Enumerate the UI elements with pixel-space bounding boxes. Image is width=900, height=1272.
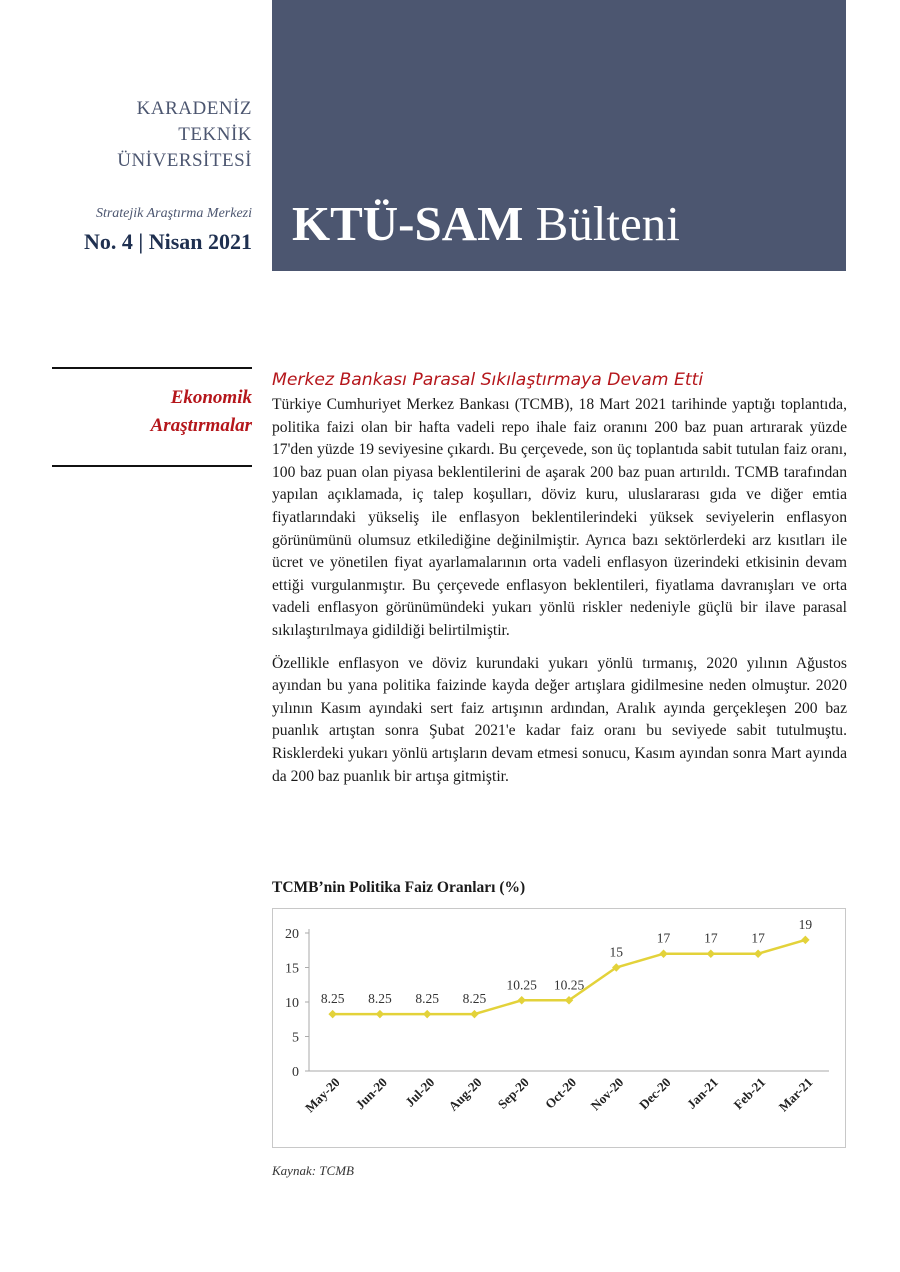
data-label: 17 bbox=[656, 930, 671, 946]
section-label-line: Araştırmalar bbox=[150, 415, 252, 436]
data-point bbox=[754, 949, 762, 957]
research-center-name: Stratejik Araştırma Merkezi bbox=[95, 206, 252, 221]
university-name bbox=[117, 96, 252, 174]
x-tick-label: May-20 bbox=[302, 1074, 343, 1116]
data-label: 10.25 bbox=[506, 977, 537, 993]
x-tick-label: Oct-20 bbox=[541, 1074, 580, 1112]
data-point bbox=[801, 936, 809, 944]
data-label: 8.25 bbox=[368, 991, 392, 1007]
article-paragraph: Özellikle enflasyon ve döviz kurundaki yukarı yönlü tırmanış, 2020 yılının Ağustos ayından bu yana politika faizinde kayda değer artışlara gidilmesine neden olmuştur. 2020 yılının Kasım ayındaki sert faiz artışının ardından, Aralık ayında gerçekleşen 200 baz puanlık artıştan sonra Şubat 2021'e kadar faiz oranı bu seviyede sabit tutulmuştu. Risklerdeki yukarı yönlü artışların devam etmesi sonucu, Kasım ayından sonra Mart ayında da 200 baz puanlık bir artışa gitmiştir. bbox=[272, 654, 847, 785]
data-label: 17 bbox=[704, 930, 718, 946]
section-rule-bottom bbox=[52, 465, 252, 467]
x-tick-label: Aug-20 bbox=[445, 1074, 485, 1114]
data-label: 15 bbox=[609, 944, 624, 960]
x-tick-label: Mar-21 bbox=[775, 1074, 816, 1115]
chart-frame bbox=[272, 908, 846, 1148]
data-point bbox=[470, 1010, 478, 1018]
data-label: 8.25 bbox=[415, 991, 439, 1007]
data-point bbox=[328, 1010, 336, 1018]
bulletin-title bbox=[292, 196, 680, 252]
x-tick-label: Dec-20 bbox=[636, 1074, 674, 1113]
policy-rate-series bbox=[321, 917, 813, 1018]
data-point bbox=[659, 949, 667, 957]
policy-rate-chart bbox=[273, 909, 845, 1147]
x-tick-label: Jun-20 bbox=[352, 1074, 391, 1113]
article bbox=[272, 368, 847, 798]
y-tick-label: 10 bbox=[285, 996, 299, 1011]
data-label: 19 bbox=[798, 916, 813, 932]
data-point bbox=[707, 949, 715, 957]
x-tick-label: Sep-20 bbox=[494, 1074, 532, 1112]
data-label: 10.25 bbox=[553, 977, 585, 993]
article-paragraph: Türkiye Cumhuriyet Merkez Bankası (TCMB), 18 Mart 2021 tarihinde yaptığı toplantıda, politika faizi olan bir hafta vadeli repo ihale faiz oranını 200 baz puan artırarak yüzde 17'den yüzde 19 seviyesine çıkardı. Bu çerçevede, son üç toplantıda sabit tutulan faiz oranı, 100 baz puan olan piyasa beklentilerini de aşarak 200 baz puan artırıldı. TCMB tarafından yapılan açıklamada, iç talep koşulları, döviz kuru, uluslararası gıda ve diğer emtia fiyatlarındaki yükseliş ile enflasyon beklentilerindeki yüksek seviyelerin enflasyon görünümünü olumsuz etkilediğine değinilmiştir. Ayrıca bazı sektörlerdeki arz kısıtları ile ücret ve yönetilen fiyat ayarlamalarının orta vadeli enflasyon üzerindeki etkisinin devam ettiği vurgulanmıştır. Bu çerçevede enflasyon beklentileri, fiyatlama davranışları ve orta vadeli enflasyon görünümündeki yukarı yönlü riskler nedeniyle güçlü bir ilave parasal sıkılaştırılmaya gidildiği belirtilmiştir. bbox=[272, 396, 847, 639]
university-line: TEKNİK bbox=[178, 124, 252, 145]
x-tick-label: Jan-21 bbox=[683, 1074, 721, 1112]
bulletin-title-bold: KTÜ-SAM bbox=[292, 196, 524, 251]
y-tick-label: 5 bbox=[292, 1030, 299, 1046]
data-point bbox=[423, 1010, 431, 1018]
y-tick-label: 0 bbox=[292, 1065, 299, 1080]
x-tick-label: Nov-20 bbox=[587, 1074, 627, 1114]
data-label: 8.25 bbox=[462, 991, 487, 1007]
article-title: Merkez Bankası Parasal Sıkılaştırmaya Devam Etti bbox=[272, 370, 704, 390]
header-banner bbox=[272, 0, 846, 271]
chart-caption: TCMB’nin Politika Faiz Oranları (%) bbox=[272, 879, 526, 896]
issue-number: No. 4 | Nisan 2021 bbox=[83, 229, 252, 254]
bulletin-title-rest: Bülteni bbox=[523, 196, 680, 251]
x-tick-label: Feb-21 bbox=[730, 1074, 769, 1113]
section-label-line: Ekonomik bbox=[170, 387, 252, 408]
university-line: KARADENİZ bbox=[136, 98, 252, 119]
data-label: 8.25 bbox=[320, 991, 345, 1007]
data-label: 17 bbox=[751, 930, 765, 946]
y-tick-label: 15 bbox=[285, 961, 299, 977]
chart-source: Kaynak: TCMB bbox=[272, 1163, 354, 1178]
university-line: ÜNİVERSİTESİ bbox=[117, 150, 252, 171]
y-axis bbox=[285, 927, 309, 1080]
x-tick-label: Jul-20 bbox=[402, 1074, 438, 1110]
section-rule-top bbox=[52, 367, 252, 369]
data-point bbox=[376, 1010, 384, 1018]
data-point bbox=[517, 996, 525, 1004]
y-tick-label: 20 bbox=[285, 927, 299, 942]
section-label bbox=[151, 384, 252, 440]
x-axis bbox=[302, 1071, 829, 1115]
